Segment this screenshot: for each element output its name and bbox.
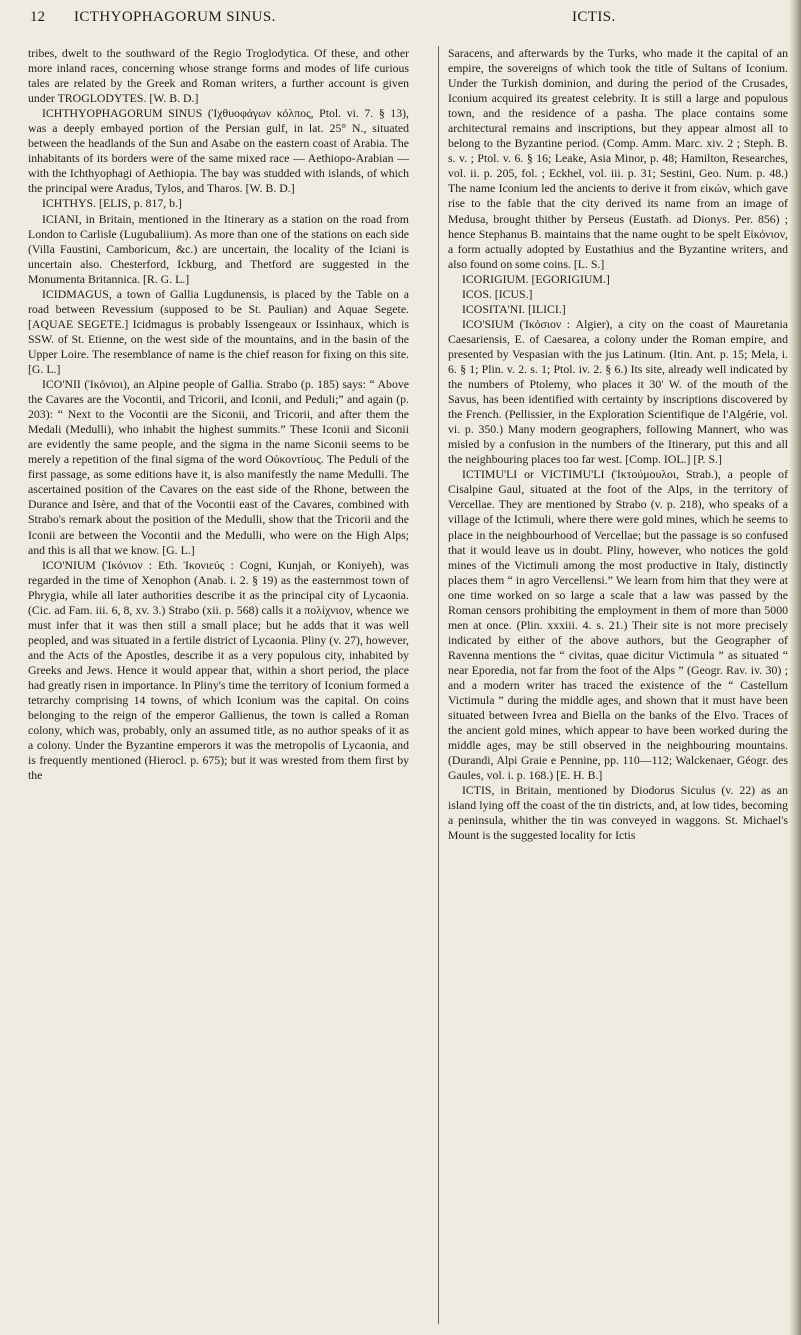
running-head-right: ICTIS. (572, 9, 616, 25)
entry-icositani: ICOSITA'NI. [ILICI.] (462, 301, 566, 316)
entry-icosium: ICO'SIUM (Ἰκόσιον : Algier), a city on the coast of Mauretania Caesariensis, E. of Caesarea, a colony under the Roman empire, and presented by Vespasian with the jus Latinum. (Itin. Ant. p. 15; Mela, i. 6. § 1; Plin. v. 2. s. 1; Ptol. iv. 2. § 6.) Its site, already well indicated by the numbers of Ptolemy, who places it 30' W. of the mouth of the Savus, has been identified with certainty by inscriptions discovered by the French. (Pellissier, in the Exploration Scientifique de l'Algérie, vol. vi. p. 350.) Many modern geographers, following Mannert, who was misled by a confusion in the numbers of the Itinerary, put this and all the neighbouring places too far west. [Comp. IOL.] [P. S.] (448, 316, 788, 467)
entry-iconium: ICO'NIUM (Ἰκόνιον : Eth. Ἰκονιεύς : Cogni, Kunjah, or Koniyeh), was regarded in the time of Xenophon (Anab. i. 2. § 19) as the easternmost town of Phrygia, while all later authorities describe it as the principal city of Lycaonia. (Cic. ad Fam. iii. 6, 8, xv. 3.) Strabo (xii. p. 568) calls it a πολίχνιον, whence we must infer that it was then still a small place; but he adds that it was well peopled, and was situated in a fertile district of Lycaonia. Pliny (v. 27), however, and the Acts of the Apostles, describe it as a very populous city, inhabited by Greeks and Jews. Hence it would appear that, within a short period, the place had greatly risen in importance. In Pliny's time the territory of Iconium formed a tetrarchy comprising 14 towns, of which Iconium was the capital. On coins belonging to the reign of the emperor Gallienus, the town is called a Roman colony, which was, probably, only an assumed title, as no author speaks of it as a colony. Under the Byzantine emperors it was the metropolis of Lycaonia, and is frequently mentioned (Hierocl. p. 675); but it was wrested from them first by the (28, 557, 409, 783)
right-column (448, 46, 788, 843)
entry-ichthys: ICHTHYS. [ELIS, p. 817, b.] (42, 196, 182, 211)
entry-icidmagus: ICIDMAGUS, a town of Gallia Lugdunensis, is placed by the Table on a road between Revessium (supposed to be St. Paulian) and Aquae Segete. [AQUAE SEGETE.] Icidmagus is probably Issengeaux or Issinhaux, which is SSW. of St. Etienne, on the west side of the mountains, and in the basin of the Upper Loire. The resemblance of name is the chief reason for fixing on this site. [G. L.] (28, 286, 409, 376)
entry-ictimuli: ICTIMU'LI or VICTIMU'LI (Ἰκτούμουλοι, Strab.), a people of Cisalpine Gaul, situated at the foot of the Alps, in the territory of Vercellae. They are mentioned by Strabo (v. p. 218), who speaks of a village of the Ictimuli, where there were gold mines, which he seems to place in the neighbourhood of Vercellae; but the passage is so confused that it would leave us in doubt. Pliny, however, who notices the gold mines of the Victimuli among the most productive in Italy, distinctly places them “ in agro Vercellensi.” We learn from him that they were at one time worked on so large a scale that a law was passed by the Roman censors prohibiting the employment in them of more than 5000 men at once. (Plin. xxxiii. 4. s. 21.) Their site is not more precisely indicated by either of the above authors, but the Geographer of Ravenna mentions the “ civitas, quae dicitur Victimula ” as situated “ near Eporedia, not far from the foot of the Alps ” (Geogr. Rav. iv. 30) ; and a modern writer has traced the existence of the “ Castellum Victimula ” during the middle ages, and shown that it must have been situated between Ivrea and Biella on the banks of the Elvo. Traces of the ancient gold mines, which appear to have been worked during the middle ages, may be still observed in the neighbouring mountains. (Durandi, Alpi Graie e Pennine, pp. 110—112; Walckenaer, Géogr. des Gaules, vol. i. p. 168.) [E. H. B.] (448, 467, 788, 783)
entry-ictis: ICTIS, in Britain, mentioned by Diodorus Siculus (v. 22) as an island lying off the coast of the tin districts, and, at low tides, becoming a peninsula, whither the tin was conveyed in waggons. St. Michael's Mount is the suggested locality for Ictis (448, 783, 788, 843)
entry-iciani: ICIANI, in Britain, mentioned in the Itinerary as a station on the road from London to Carlisle (Lugubaliium). As more than one of the stations on each side (Villa Faustini, Camboricum, &c.) are uncertain, the locality of the Iciani is uncertain also. Chesterford, Ickburg, and Thetford are suggested in the Monumenta Britannica. [R. G. L.] (28, 211, 409, 286)
paragraph: tribes, dwelt to the southward of the Regio Troglodytica. Of these, and other more inland races, concerning whose strange forms and modes of life curious tales are related by the Greek and Roman writers, a further account is given under TROGLODYTES. [W. B. D.] (28, 46, 409, 106)
entry-ichthyophagorum-sinus: ICHTHYOPHAGORUM SINUS (Ἰχθυοφάγων κόλπος, Ptol. vi. 7. § 13), was a deeply embayed portion of the Persian gulf, in lat. 25° N., situated between the headlands of the Sun and Asabe on the eastern coast of Arabia. The inhabitants of its borders were of the same mixed race — Aethiopo-Arabian — with the Ichthyophagi of Aethiopia. The bay was studded with islands, of which the principal were Aradus, Tylos, and Tharos. [W. B. D.] (28, 106, 409, 196)
page-edge-shadow (789, 0, 801, 1335)
entry-icorigium: ICORIGIUM. [EGORIGIUM.] (462, 271, 610, 286)
page-number: 12 (30, 9, 45, 25)
entry-iconii: ICO'NII (Ἰκόνιοι), an Alpine people of Gallia. Strabo (p. 185) says: “ Above the Cavares are the Vocontii, and Tricorii, and Iconii, and Peduli;” and again (p. 203): “ Next to the Vocontii are the Siconii, and Tricorii, and after them the Medali (Medulli), who inhabit the highest summits.” These Iconii and Siconii are evidently the same people, and the sigma in the name Siconii seems to be merely a repetition of the final sigma of the word Οὐκοντίους. The Peduli of the first passage, as some editions have it, is also manifestly the name Medulli. The ascertained position of the Cavares on the east side of the Rhone, between the Durance and Isère, and that of the Vocontii east of the Cavares, combined with Strabo's remark about the position of the Medulli, show that the Tricorii and the Iconii are between the Vocontii and the Medulli, who were on the High Alps; and this is all that we know. [G. L.] (28, 377, 409, 557)
entry-icos: ICOS. [ICUS.] (462, 286, 533, 301)
running-head: ICTHYOPHAGORUM SINUS. (74, 9, 276, 25)
paragraph: Saracens, and afterwards by the Turks, who made it the capital of an empire, the sovereigns of which took the title of Sultans of Iconium. Under the Turkish dominion, and during the period of the Crusades, Iconium acquired its greatest celebrity. It is still a large and populous town, and the residence of a pasha. The place contains some architectural remains and inscriptions, but they appear almost all to belong to the Byzantine period. (Comp. Amm. Marc. xiv. 2 ; Steph. B. s. v. ; Ptol. v. 6. § 16; Leake, Asia Minor, p. 48; Hamilton, Researches, vol. ii. p. 205, fol. ; Eckhel, vol. iii. p. 31; Sestini, Geo. Num. p. 48.) The name Iconium led the ancients to derive it from εἰκών, which gave rise to the fable that the city derived its name from an image of Medusa, brought thither by Perseus (Eustath. ad Dionys. Per. 856) ; hence Stephanus B. maintains that the name ought to be spelt Εἰκόνιον, a form actually adopted by Eustathius and the Byzantine writers, and also found on some coins. [L. S.] (448, 46, 788, 271)
column-divider (438, 46, 439, 1324)
page-header (0, 0, 801, 38)
left-column (28, 46, 409, 783)
